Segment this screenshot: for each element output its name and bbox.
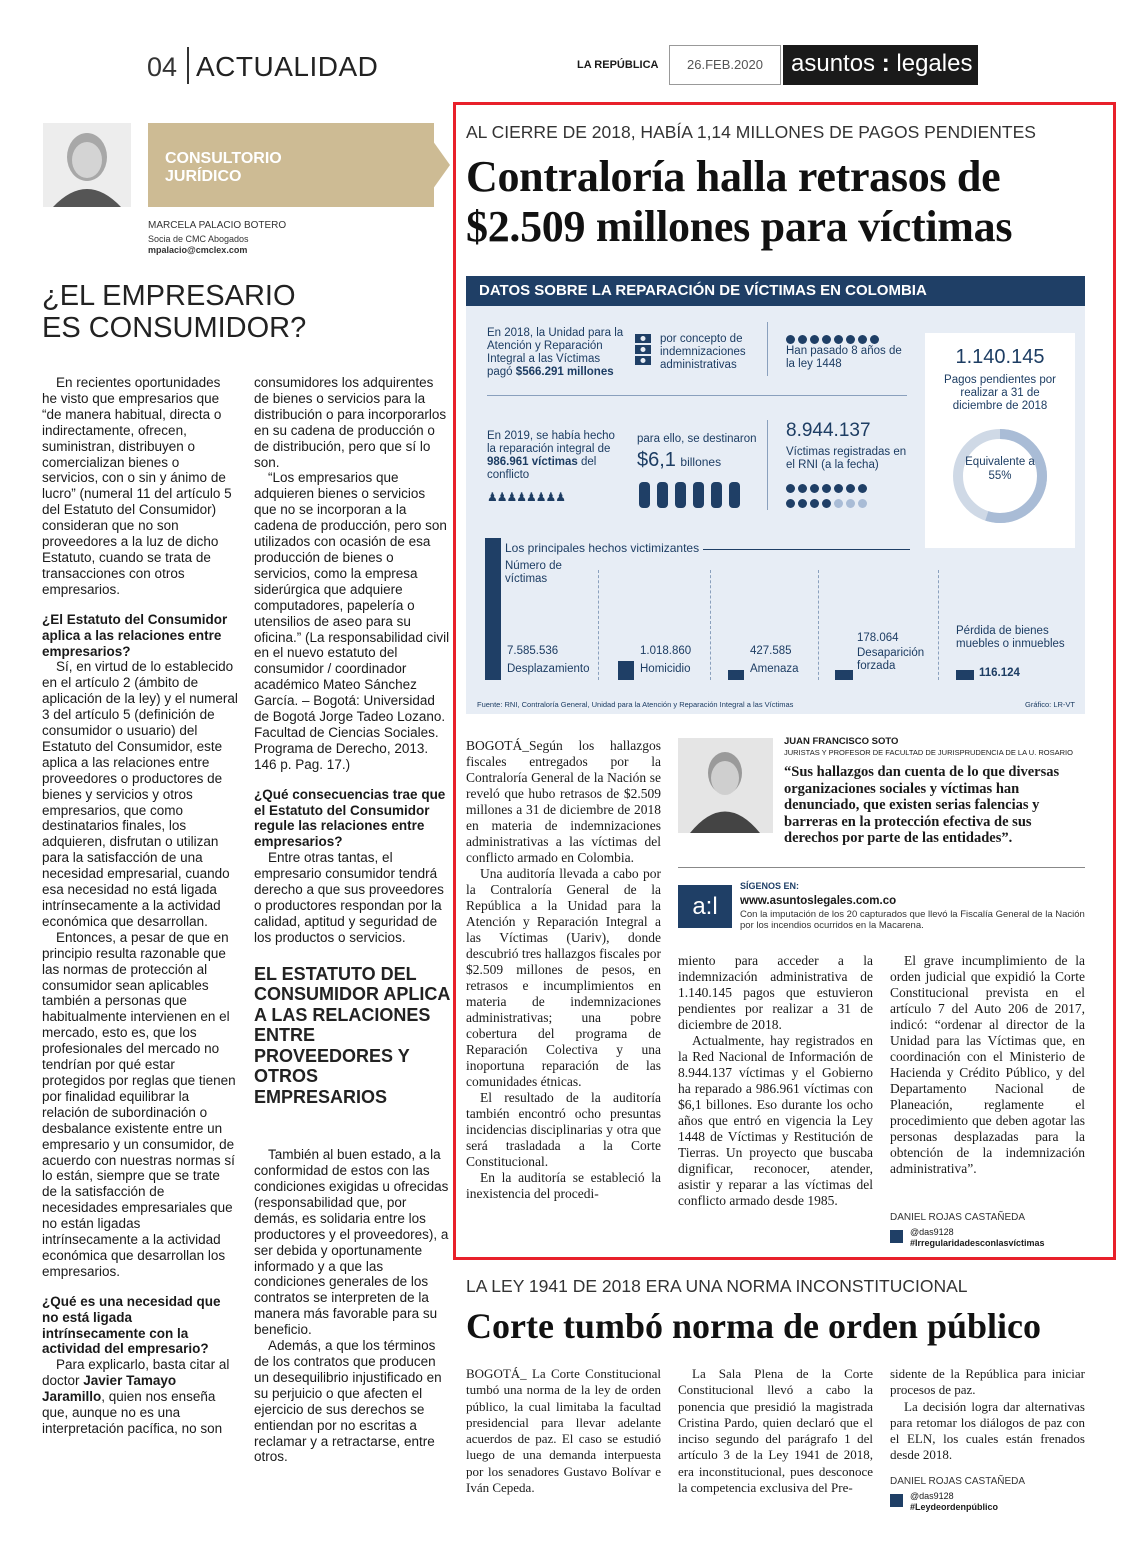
story2-col1: BOGOTÁ_ La Corte Constitucional tumbó una norma de la ley de orden público, la cual limitaba la facultad presidencial para llevar adelante acuerdos de paz. El caso se estudió luego de una demanda interpuesta por los senadores Gustavo Bolívar e Iván Cepeda. bbox=[466, 1366, 661, 1496]
chart-category-label: Pérdida de bienes muebles o inmuebles bbox=[956, 625, 1065, 650]
newspaper-name: LA REPÚBLICA bbox=[577, 59, 659, 71]
chart-bar bbox=[728, 670, 744, 680]
story2-handle: @das9128 bbox=[910, 1491, 954, 1501]
info-law-years: Han pasado 8 años de la ley 1448 bbox=[786, 345, 902, 370]
chart-bar bbox=[618, 661, 634, 680]
story1-col3: El grave incumplimiento de la orden judicial que expidió la Corte Constitucional prevista en el artículo 7 del Auto 206 de 2017, indicó: “ordenar al director de la Unidad para las Víctimas que, en coordinación con el Ministerio de Hacienda y Crédito Público, y del Departamento Nacional de Planeación, reglamente el procedimiento que deben agotar las personas desplazadas para la obtención de la indemnización administrativa”. bbox=[890, 953, 1085, 1176]
column-tag-arrow bbox=[420, 123, 450, 207]
info-reparations: En 2019, se había hecho la reparación integral de 986.961 víctimas del conflicto bbox=[487, 430, 615, 481]
brand-right: legales bbox=[896, 50, 973, 77]
author-name: MARCELA PALACIO BOTERO bbox=[148, 220, 287, 231]
pending-number: 1.140.145 bbox=[955, 346, 1045, 368]
section-title: ACTUALIDAD bbox=[196, 51, 379, 82]
chart-divider bbox=[598, 570, 599, 680]
chart-value-label: 427.585 bbox=[750, 645, 792, 657]
story1-headline: Contraloría halla retrasos de $2.509 millones para víctimas bbox=[466, 152, 1013, 251]
author-role: Socia de CMC Abogados bbox=[148, 234, 249, 244]
chart-category-label: Desaparición forzada bbox=[857, 647, 925, 672]
chart-value-label: 1.018.860 bbox=[640, 645, 692, 657]
source-photo bbox=[678, 738, 773, 833]
chart-bar bbox=[485, 538, 501, 680]
quote-text: “Sus hallazgos dan cuenta de lo que diversas organizaciones sociales y víctimas han denunciado, que existen serias falencias y barreras en la protección efectiva de sus derechos por parte de las entidades”. bbox=[784, 764, 1060, 846]
byline-icon bbox=[890, 1230, 903, 1243]
story2-col2: La Sala Plena de la Corte Constitucional llevó a cabo la ponencia que presidió la magistrada Cristina Pardo, quien declaró que el inciso segundo del parágrafo 1 del artículo 3 de la Ley 1941 de 2018, era inconstitucional, pues desconoce la competencia exclusiva del Pre- bbox=[678, 1366, 873, 1496]
column-text-1: En recientes oportunidades he visto que empresarios que “de manera habitual, directa o indirectamente, ofrecen, suministran, distribuyen o comercializan bienes o servicios, con o sin y ánimo de lucro” (numeral 11 del artículo 5 del Estatuto del Consumidor) consideran que no son proveedores a la luz de dicho Estatuto, cuando se trata de transacciones con otros empresarios. ¿El Estatuto del Consumidor aplica a las relaciones entre empresarios? Sí, en virtud de lo establecido en el artículo 2 (ámbito de aplicación de la ley) y el numeral 3 del artículo 5 (definición de consumidor o usuario) del Estatuto del Consumidor, este aplica a las relaciones entre proveedores o productores de bienes y servicios y otros empresarios, que como destinatarios finales, los adquieren, disfrutan o utilizan para la satisfacción de una necesidad empresarial, cuando esa necesidad no está ligada intrínsecamente a la actividad económica que desarrollan. Entonces, a pesar de que en principio resulta razonable que las normas de protección al consumidor sean aplicables también a personas que habitualmente intervienen en el mercado, esto es, que los profesionales del mercado no tendrían por qué estar protegidos por reglas que tienen por finalidad equilibrar la relación de subordinación o desbalance existente entre un empresario y un consumidor, de acuerdo con nuestras normas sí lo están, siempre que se trate de la satisfacción de necesidades empresariales que no están ligadas intrínsecamente a la actividad económica que desarrollan los empresarios. ¿Qué es una necesidad que no está ligada intrínsecamente con la actividad del empresario? Para explicarlo, basta citar al doctor Javier Tamayo Jaramillo, quien nos enseña que, aunque no es una interpretación pacífica, no son bbox=[42, 375, 238, 1436]
info-divider-3 bbox=[767, 420, 768, 510]
follow-url[interactable]: www.asuntoslegales.com.co bbox=[740, 895, 897, 907]
chart-divider bbox=[938, 570, 939, 680]
story1-hashtag[interactable]: #Irregularidadesconlasvíctimas bbox=[910, 1238, 1045, 1248]
registered-dots bbox=[786, 480, 891, 510]
byline-icon bbox=[890, 1494, 903, 1507]
author-photo bbox=[43, 123, 131, 207]
story2-kicker: LA LEY 1941 DE 2018 ERA UNA NORMA INCONSTITUCIONAL bbox=[466, 1276, 968, 1296]
chart-bar bbox=[956, 670, 974, 680]
quote-name: JUAN FRANCISCO SOTO bbox=[784, 736, 899, 747]
portrait-icon bbox=[678, 738, 773, 833]
header-divider bbox=[187, 47, 189, 84]
registered-number: 8.944.137 bbox=[786, 420, 871, 441]
quote-role: JURISTAS Y PROFESOR DE FACULTAD DE JURISPRUDENCIA DE LA U. ROSARIO bbox=[784, 748, 1073, 757]
chart-title: Los principales hechos victimizantes bbox=[505, 541, 703, 555]
column-text-2: consumidores los adquirentes de bienes o servicios para la distribución o para incorporarlos en su cadena de producción o de distribución, pero que sí lo son. “Los empresarios que adquieren bienes o servicios que no se incorporan a la cadena de producción, pero son utilizados con ocasión de esa producción de bienes o servicios, como la empresa siderúrgica que adquiere computadores, papelería o utensilios de aseo para su oficina.” (La responsabilidad civil en el nuevo estatuto del consumidor / coordinador académico Mateo Sánchez García. – Bogotá: Universidad de Bogotá Jorge Tadeo Lozano. Facultad de Ciencias Sociales. Programa de Derecho, 2013. 146 p. Pag. 17.) ¿Qué consecuencias trae que el Estatuto del Consumidor regule las relaciones entre empresarios? Entre otras tantas, el empresario consumidor tendrá derecho a que sus proveedores o productores respondan por la calidad, aptitud y seguridad de los productos o servicios. EL ESTATUTO DEL CONSUMIDOR APLICA A LAS RELACIONES ENTRE PROVEEDORES Y OTROS EMPRESARIOS También al buen estado, a la conformidad de estos con las condiciones exigidas u ofrecidas (responsabilidad que, por demás, es solidaria entre los productores y el proveedores), a ser debida y oportunamente informado y a que las condiciones generales de los contratos se interpreten de la manera más favorable para su beneficio. Además, a que los términos de los contratos que producen un desequilibrio injustificado en su perjuicio o que afecten el ejercicio de sus derechos se entiendan por no escritas a reclamar y a retractarse, entre otros. bbox=[254, 375, 450, 1465]
chart-value-label: 178.064 bbox=[857, 632, 899, 644]
follow-text: Con la imputación de los 20 capturados que llevó la Fiscalía General de la Nación por los incendios ocurridos en la Macarena. bbox=[740, 909, 1085, 931]
chart-credit: Gráfico: LR-VT bbox=[1025, 700, 1076, 709]
info-divider-2 bbox=[487, 395, 907, 396]
brand-left: asuntos bbox=[791, 50, 876, 77]
portrait-icon bbox=[43, 123, 131, 207]
info-divider-1 bbox=[767, 322, 768, 376]
pending-equivalent: Equivalente a 55% bbox=[965, 456, 1035, 482]
info-funding: $6,1 billones bbox=[637, 449, 722, 471]
chart-value-label: 7.585.536 bbox=[507, 645, 559, 657]
story2-col3: sidente de la República para iniciar procesos de paz. La decisión logra dar alternativas para retomar los diálogos de paz con el ELN, los cuales están frenados desde 2018. bbox=[890, 1366, 1085, 1463]
chart-divider bbox=[818, 570, 819, 680]
brand-colon: : bbox=[875, 50, 897, 77]
story2-hashtag[interactable]: #Leydeordenpúblico bbox=[910, 1502, 999, 1512]
chart-divider bbox=[710, 570, 711, 680]
quote-rule bbox=[678, 867, 1085, 868]
story2-byline: DANIEL ROJAS CASTAÑEDA bbox=[890, 1476, 1026, 1487]
pending-label: Pagos pendientes por realizar a 31 de diciembre de 2018 bbox=[944, 374, 1056, 412]
chart-category-label: Amenaza bbox=[750, 663, 799, 675]
story1-kicker: AL CIERRE DE 2018, HABÍA 1,14 MILLONES DE PAGOS PENDIENTES bbox=[466, 122, 1036, 142]
story1-col2: miento para acceder a la indemnización administrativa de 1.140.145 pagos que estuvieron pendientes por realizar a 31 de diciembre de 2018. Actualmente, hay registrados en la Red Nacional de Información de 8.944.137 víctimas y el Gobierno ha reparado a 986.961 víctimas con $6,1 billones. Eso durante los ocho años que entró en vigencia la Ley 1448 de Víctimas y Restitución de Tierras. Un proyecto que buscaba dignificar, reconocer, atender, asistir y reparar a las víctimas del conflicto armado desde 1985. bbox=[678, 953, 873, 1208]
pull-quote: EL ESTATUTO DEL CONSUMIDOR APLICA A LAS RELACIONES ENTRE PROVEEDORES Y OTROS EMPRESARIOS bbox=[254, 963, 450, 1107]
money-icon bbox=[634, 333, 652, 367]
chart-category-label: Homicidio bbox=[640, 663, 691, 675]
column-tag-label: CONSULTORIO JURÍDICO bbox=[165, 150, 282, 185]
people-icons: ♟♟♟♟♟♟♟♟ bbox=[487, 490, 566, 504]
story1-col1: BOGOTÁ_Según los hallazgos fiscales entregados por la Contraloría General de la Nación se reveló que hubo retrasos de $2.509 millones a 31 de diciembre de 2018 en materia de indemnizaciones administrativas a las víctimas del conflicto armado en Colombia. Una auditoría llevada a cabo por la Contraloría General de la República a la Unidad para la Atención y Reparación Integral a las Víctimas (Uariv), donde descubrió tres hallazgos fiscales por $2.509 millones de pesos, en retrasos e incumplimientos en materia de indemnizaciones administrativas; una pobre cobertura del programa de Reparación Colectiva y una inoportuna reparación de las comunidades étnicas. El resultado de la auditoría también encontró ocho presuntas incidencias disciplinarias y otra que será trasladada a la Corte Constitucional. En la auditoría se estableció la inexistencia del procedi- bbox=[466, 738, 661, 1201]
info-funding-label: para ello, se destinaron bbox=[637, 433, 757, 445]
chart-category-label: Desplazamiento bbox=[507, 663, 590, 675]
chart-value-label: 116.124 bbox=[979, 667, 1020, 679]
info-indemnizations: por concepto de indemnizaciones administrativas bbox=[660, 333, 746, 371]
chart-bar bbox=[835, 670, 853, 680]
story1-handle: @das9128 bbox=[910, 1227, 954, 1237]
info-payments-2018: En 2018, la Unidad para la Atención y Reparación Integral a las Víctimas pagó $566.291 millones bbox=[487, 327, 624, 378]
registered-label: Víctimas registradas en el RNI (a la fecha) bbox=[786, 446, 907, 471]
story2-headline: Corte tumbó norma de orden público bbox=[466, 1306, 1041, 1346]
story1-byline: DANIEL ROJAS CASTAÑEDA bbox=[890, 1212, 1026, 1223]
infographic-title: DATOS SOBRE LA REPARACIÓN DE VÍCTIMAS EN COLOMBIA bbox=[466, 276, 1085, 306]
follow-logo: a:l bbox=[678, 885, 732, 928]
follow-label: SÍGENOS EN: bbox=[740, 881, 800, 891]
funding-bars bbox=[639, 482, 747, 512]
brand-logo bbox=[783, 45, 978, 85]
author-email: mpalacio@cmclex.com bbox=[148, 245, 248, 255]
issue-date: 26.FEB.2020 bbox=[669, 45, 781, 85]
page-number: 04 bbox=[147, 52, 178, 82]
column-headline: ¿EL EMPRESARIO ES CONSUMIDOR? bbox=[42, 280, 307, 344]
chart-ylabel: Número de víctimas bbox=[505, 560, 562, 585]
chart-source: Fuente: RNI, Contraloría General, Unidad para la Atención y Reparación Integral a las Víctimas bbox=[477, 700, 794, 709]
